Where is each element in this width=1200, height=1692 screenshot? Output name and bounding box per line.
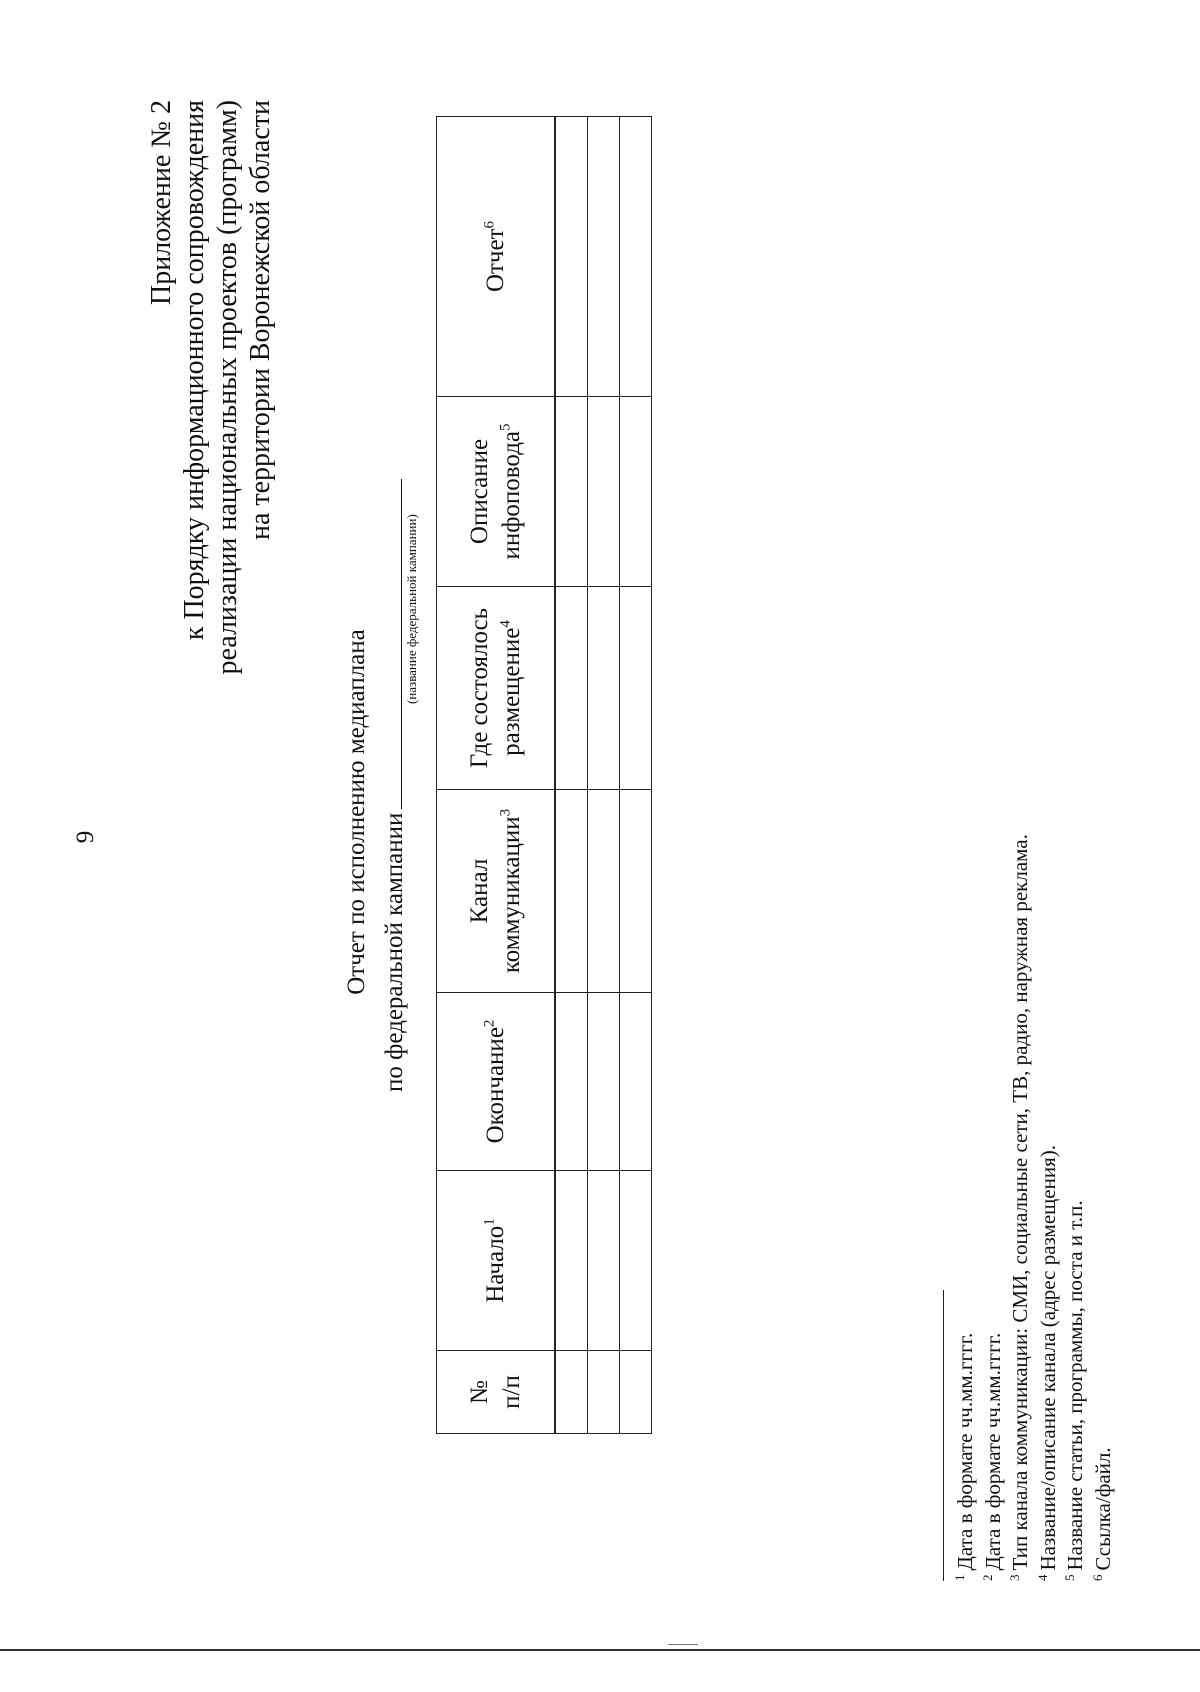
appendix-line: Приложение № 2 bbox=[146, 100, 177, 305]
table-cell bbox=[588, 1351, 620, 1434]
column-header-end bbox=[437, 993, 556, 1171]
footnote bbox=[980, 834, 1008, 1581]
table-header-row bbox=[437, 117, 556, 1434]
blank-caption: (название федеральной кампании) bbox=[404, 514, 419, 704]
footnote bbox=[1062, 834, 1090, 1581]
footnote-divider bbox=[943, 1290, 944, 1581]
table-body bbox=[555, 117, 652, 1434]
table-cell bbox=[555, 117, 588, 397]
campaign-name-blank bbox=[375, 479, 402, 809]
table-cell bbox=[555, 397, 588, 587]
footnote-text: Дата в формате чч.мм.гггг. bbox=[953, 1332, 977, 1571]
footnote bbox=[1007, 834, 1035, 1581]
footnote-ref: 6 bbox=[481, 220, 498, 229]
table-cell bbox=[620, 993, 652, 1171]
appendix-line: к Порядку информационного сопровождения bbox=[179, 100, 210, 641]
footnote-text: Тип канала коммуникации: СМИ, социальные сети, ТВ, радио, наружная реклама. bbox=[1008, 834, 1032, 1571]
table-cell bbox=[588, 993, 620, 1171]
footnote-text: Ссылка/файл. bbox=[1090, 1447, 1115, 1571]
footnote bbox=[952, 834, 980, 1581]
appendix-heading bbox=[145, 100, 277, 674]
footnote-ref: 1 bbox=[481, 1218, 498, 1226]
table-row bbox=[555, 117, 588, 1434]
table-cell bbox=[620, 587, 652, 790]
appendix-line: на территории Воронежской области bbox=[245, 100, 276, 541]
report-subtitle-text: по федеральной кампании bbox=[381, 812, 408, 1092]
table-cell bbox=[588, 790, 620, 993]
table-cell bbox=[588, 1171, 620, 1351]
table-cell bbox=[555, 1351, 588, 1434]
header-text: Канал bbox=[465, 858, 493, 924]
column-header-report bbox=[437, 117, 556, 397]
header-text: Описание bbox=[465, 438, 493, 545]
footnote-number: 3 bbox=[1007, 1574, 1022, 1581]
footnote-ref: 4 bbox=[497, 620, 514, 628]
header-text-line2: коммуникации bbox=[497, 816, 525, 974]
scan-mark bbox=[668, 1644, 698, 1645]
footnote-number: 2 bbox=[979, 1574, 995, 1581]
column-header-channel bbox=[437, 790, 556, 993]
column-header-placement bbox=[437, 587, 556, 790]
column-header-number bbox=[437, 1351, 556, 1434]
scan-edge-line bbox=[0, 1649, 1200, 1651]
footnote bbox=[1090, 834, 1118, 1581]
table-cell bbox=[620, 790, 652, 993]
header-text: № bbox=[465, 1380, 493, 1404]
appendix-line: реализации национальных проектов (программ) bbox=[212, 100, 243, 675]
header-text-line2: размещение bbox=[497, 627, 525, 756]
footnote-number: 1 bbox=[952, 1574, 967, 1581]
table-cell bbox=[555, 993, 588, 1171]
footnote-ref: 5 bbox=[497, 423, 514, 431]
footnote-text: Название статьи, программы, поста и т.п. bbox=[1063, 1200, 1087, 1571]
table-cell bbox=[555, 1171, 588, 1351]
header-text: Окончание bbox=[481, 1027, 509, 1144]
footnote-number: 6 bbox=[1089, 1574, 1105, 1581]
header-text-line2: п/п bbox=[497, 1375, 525, 1409]
table-row bbox=[588, 117, 620, 1434]
footnote bbox=[1035, 834, 1063, 1581]
footnote-text: Дата в формате чч.мм.гггг. bbox=[980, 1332, 1005, 1571]
column-header-description bbox=[437, 397, 556, 587]
table-cell bbox=[555, 587, 588, 790]
footnote-number: 4 bbox=[1034, 1574, 1050, 1581]
report-title: Отчет по исполнению медиаплана bbox=[343, 629, 370, 995]
table-row bbox=[620, 117, 652, 1434]
table-cell bbox=[555, 790, 588, 993]
table-cell bbox=[620, 397, 652, 587]
footnote-ref: 2 bbox=[481, 1019, 498, 1028]
footnotes bbox=[952, 834, 1117, 1581]
table-cell bbox=[588, 397, 620, 587]
table-cell bbox=[588, 587, 620, 790]
footnote-number: 5 bbox=[1062, 1574, 1077, 1581]
header-text: Где состоялось bbox=[465, 607, 493, 769]
footnote-text: Название/описание канала (адрес размещения). bbox=[1035, 1144, 1060, 1571]
table-cell bbox=[620, 1351, 652, 1434]
report-table bbox=[436, 116, 652, 1434]
column-header-start bbox=[437, 1171, 556, 1351]
header-text-line2: инфоповода bbox=[497, 430, 525, 560]
page-number: 9 bbox=[72, 830, 99, 844]
table-cell bbox=[620, 1171, 652, 1351]
header-text: Начало bbox=[481, 1225, 509, 1303]
table-cell bbox=[588, 117, 620, 397]
header-text: Отчет bbox=[481, 228, 509, 293]
table-cell bbox=[620, 117, 652, 397]
footnote-ref: 3 bbox=[497, 808, 514, 817]
